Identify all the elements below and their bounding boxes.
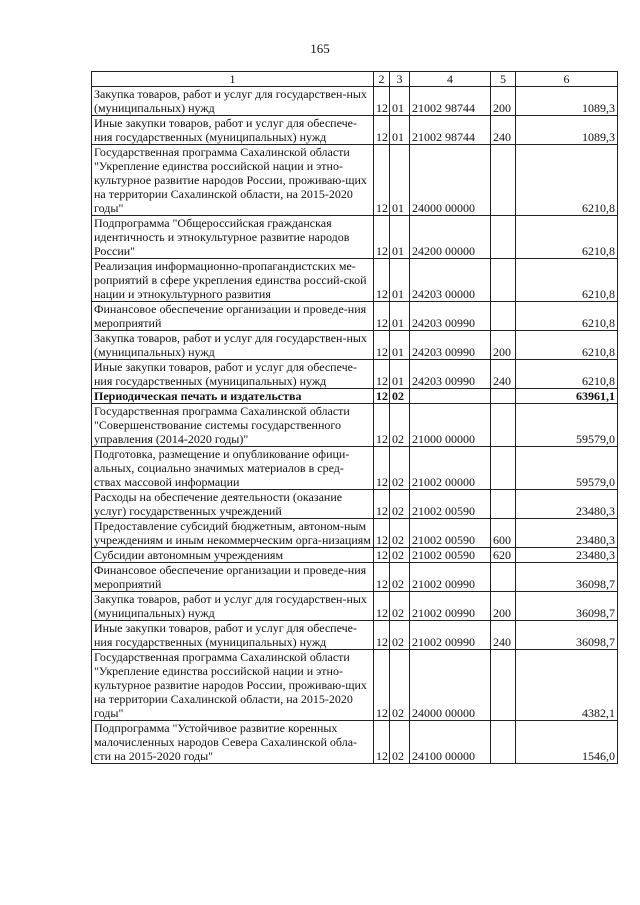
budget-table — [91, 71, 618, 764]
table-row — [92, 87, 618, 116]
subsection-code: 02 — [390, 563, 410, 592]
subsection-code: 02 — [390, 548, 410, 563]
expense-type-code — [491, 389, 516, 404]
section-code: 12 — [374, 563, 390, 592]
amount: 6210,8 — [516, 331, 618, 360]
expense-type-code — [491, 563, 516, 592]
expense-name: Финансовое обеспечение организации и проведе-ния мероприятий — [92, 302, 374, 331]
target-article-code: 21002 00990 — [410, 621, 491, 650]
subsection-code: 01 — [390, 116, 410, 145]
expense-type-code — [491, 721, 516, 764]
amount: 36098,7 — [516, 563, 618, 592]
section-code: 12 — [374, 116, 390, 145]
expense-type-code — [491, 650, 516, 721]
subsection-code: 02 — [390, 721, 410, 764]
amount: 6210,8 — [516, 360, 618, 389]
expense-name: Государственная программа Сахалинской области "Укрепление единства российской нации и этно-культурное развитие народов России, проживаю-щих на территории Сахалинской области, на 2015-2020 годы" — [92, 650, 374, 721]
expense-name: Иные закупки товаров, работ и услуг для обеспече-ния государственных (муниципальных) нужд — [92, 621, 374, 650]
expense-type-code — [491, 404, 516, 447]
expense-type-code — [491, 447, 516, 490]
expense-name: Финансовое обеспечение организации и проведе-ния мероприятий — [92, 563, 374, 592]
subsection-code: 01 — [390, 302, 410, 331]
expense-type-code — [491, 145, 516, 216]
amount: 36098,7 — [516, 621, 618, 650]
target-article-code — [410, 389, 491, 404]
amount: 4382,1 — [516, 650, 618, 721]
header-col-3: 3 — [390, 72, 410, 87]
table-row — [92, 548, 618, 563]
subsection-code: 02 — [390, 592, 410, 621]
section-code: 12 — [374, 519, 390, 548]
target-article-code: 21002 00590 — [410, 548, 491, 563]
table-row — [92, 360, 618, 389]
target-article-code: 24100 00000 — [410, 721, 491, 764]
amount: 6210,8 — [516, 259, 618, 302]
expense-name: Предоставление субсидий бюджетным, автоном-ным учреждениям и иным некоммерческим орга-низациям — [92, 519, 374, 548]
section-code: 12 — [374, 404, 390, 447]
target-article-code: 21002 98744 — [410, 116, 491, 145]
subsection-code: 02 — [390, 621, 410, 650]
table-row — [92, 331, 618, 360]
expense-name: Государственная программа Сахалинской области "Укрепление единства российской нации и этно-культурное развитие народов России, проживаю-щих на территории Сахалинской области, на 2015-2020 годы" — [92, 145, 374, 216]
section-code: 12 — [374, 548, 390, 563]
expense-name: Подготовка, размещение и опубликование офици-альных, социально значимых материалов в сред-ствах массовой информации — [92, 447, 374, 490]
table-row — [92, 447, 618, 490]
table-row — [92, 145, 618, 216]
table-row — [92, 389, 618, 404]
expense-name: Периодическая печать и издательства — [92, 389, 374, 404]
expense-name: Подпрограмма "Устойчивое развитие коренных малочисленных народов Севера Сахалинской обла-сти на 2015-2020 годы" — [92, 721, 374, 764]
section-code: 12 — [374, 145, 390, 216]
amount: 6210,8 — [516, 145, 618, 216]
subsection-code: 01 — [390, 331, 410, 360]
section-code: 12 — [374, 259, 390, 302]
amount: 23480,3 — [516, 490, 618, 519]
target-article-code: 24203 00990 — [410, 302, 491, 331]
subsection-code: 02 — [390, 389, 410, 404]
amount: 1089,3 — [516, 87, 618, 116]
table-body — [92, 87, 618, 764]
expense-type-code — [491, 302, 516, 331]
header-col-1: 1 — [92, 72, 374, 87]
amount: 59579,0 — [516, 404, 618, 447]
expense-name: Субсидии автономным учреждениям — [92, 548, 374, 563]
section-code: 12 — [374, 592, 390, 621]
amount: 23480,3 — [516, 548, 618, 563]
header-col-2: 2 — [374, 72, 390, 87]
target-article-code: 21000 00000 — [410, 404, 491, 447]
section-code: 12 — [374, 360, 390, 389]
table-row — [92, 259, 618, 302]
table-row — [92, 302, 618, 331]
target-article-code: 24203 00000 — [410, 259, 491, 302]
subsection-code: 01 — [390, 87, 410, 116]
target-article-code: 24000 00000 — [410, 145, 491, 216]
expense-name: Закупка товаров, работ и услуг для государствен-ных (муниципальных) нужд — [92, 592, 374, 621]
expense-name: Закупка товаров, работ и услуг для государствен-ных (муниципальных) нужд — [92, 331, 374, 360]
expense-type-code: 200 — [491, 87, 516, 116]
target-article-code: 21002 00000 — [410, 447, 491, 490]
expense-type-code: 240 — [491, 360, 516, 389]
expense-type-code: 600 — [491, 519, 516, 548]
amount: 6210,8 — [516, 216, 618, 259]
amount: 1546,0 — [516, 721, 618, 764]
table-row — [92, 650, 618, 721]
expense-name: Иные закупки товаров, работ и услуг для обеспече-ния государственных (муниципальных) нужд — [92, 116, 374, 145]
section-code: 12 — [374, 87, 390, 116]
subsection-code: 01 — [390, 145, 410, 216]
expense-type-code — [491, 216, 516, 259]
target-article-code: 24000 00000 — [410, 650, 491, 721]
section-code: 12 — [374, 216, 390, 259]
amount: 59579,0 — [516, 447, 618, 490]
section-code: 12 — [374, 331, 390, 360]
subsection-code: 02 — [390, 404, 410, 447]
subsection-code: 02 — [390, 447, 410, 490]
table-row — [92, 563, 618, 592]
subsection-code: 02 — [390, 650, 410, 721]
subsection-code: 01 — [390, 360, 410, 389]
target-article-code: 21002 00590 — [410, 490, 491, 519]
section-code: 12 — [374, 650, 390, 721]
header-col-5: 5 — [491, 72, 516, 87]
table-row — [92, 490, 618, 519]
header-col-6: 6 — [516, 72, 618, 87]
section-code: 12 — [374, 389, 390, 404]
expense-name: Закупка товаров, работ и услуг для государствен-ных (муниципальных) нужд — [92, 87, 374, 116]
expense-name: Государственная программа Сахалинской области "Совершенствование системы государственного управления (2014-2020 годы)" — [92, 404, 374, 447]
subsection-code: 01 — [390, 216, 410, 259]
amount: 36098,7 — [516, 592, 618, 621]
subsection-code: 01 — [390, 259, 410, 302]
table-row — [92, 721, 618, 764]
amount: 1089,3 — [516, 116, 618, 145]
section-code: 12 — [374, 447, 390, 490]
target-article-code: 24200 00000 — [410, 216, 491, 259]
section-code: 12 — [374, 721, 390, 764]
amount: 63961,1 — [516, 389, 618, 404]
expense-type-code: 620 — [491, 548, 516, 563]
target-article-code: 21002 00990 — [410, 563, 491, 592]
section-code: 12 — [374, 621, 390, 650]
expense-type-code — [491, 259, 516, 302]
target-article-code: 24203 00990 — [410, 360, 491, 389]
expense-type-code: 200 — [491, 331, 516, 360]
table-row — [92, 519, 618, 548]
section-code: 12 — [374, 490, 390, 519]
expense-name: Расходы на обеспечение деятельности (оказание услуг) государственных учреждений — [92, 490, 374, 519]
expense-name: Иные закупки товаров, работ и услуг для обеспече-ния государственных (муниципальных) нужд — [92, 360, 374, 389]
amount: 6210,8 — [516, 302, 618, 331]
table-row — [92, 592, 618, 621]
expense-type-code — [491, 490, 516, 519]
target-article-code: 21002 00590 — [410, 519, 491, 548]
header-col-4: 4 — [410, 72, 491, 87]
page-number: 165 — [310, 41, 330, 56]
amount: 23480,3 — [516, 519, 618, 548]
expense-name: Подпрограмма "Общероссийская гражданская идентичность и этнокультурное развитие народов России" — [92, 216, 374, 259]
table-row — [92, 404, 618, 447]
table-row — [92, 216, 618, 259]
target-article-code: 21002 98744 — [410, 87, 491, 116]
expense-type-code: 240 — [491, 116, 516, 145]
table-row — [92, 621, 618, 650]
expense-type-code: 200 — [491, 592, 516, 621]
header-row — [92, 72, 618, 87]
expense-type-code: 240 — [491, 621, 516, 650]
subsection-code: 02 — [390, 519, 410, 548]
expense-name: Реализация информационно-пропагандистских ме-роприятий в сфере укрепления единства россий-ской нации и этнокультурного развития — [92, 259, 374, 302]
target-article-code: 24203 00990 — [410, 331, 491, 360]
section-code: 12 — [374, 302, 390, 331]
subsection-code: 02 — [390, 490, 410, 519]
table-row — [92, 116, 618, 145]
target-article-code: 21002 00990 — [410, 592, 491, 621]
